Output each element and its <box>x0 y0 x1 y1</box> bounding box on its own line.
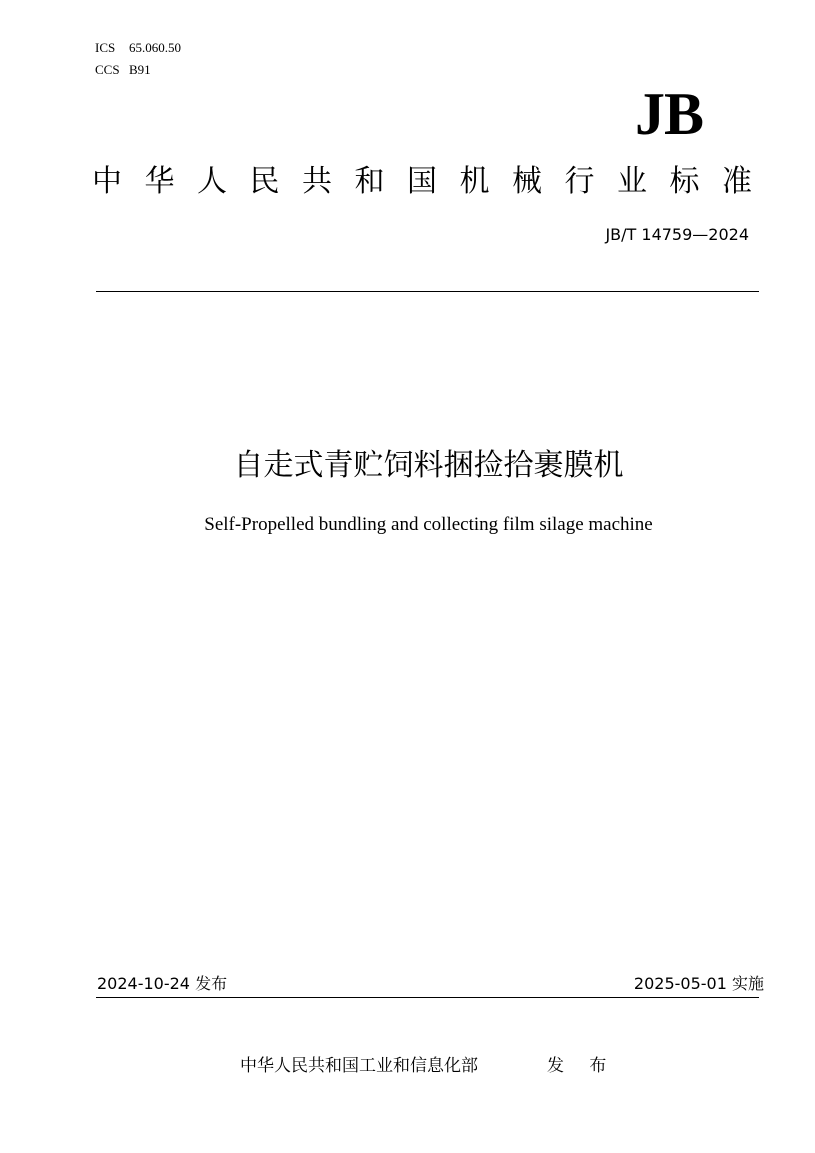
category-char: 共 <box>302 164 332 199</box>
standard-number: JB/T 14759—2024 <box>605 225 749 244</box>
implementation-date-value: 2025-05-01 <box>633 974 727 993</box>
ccs-code: B91 <box>129 62 151 77</box>
document-title-english: Self-Propelled bundling and collecting film silage machine <box>204 514 653 535</box>
ccs-label: CCS <box>95 62 120 77</box>
category-char: 中 <box>92 164 122 199</box>
publisher-name: 中华人民共和国工业和信息化部 <box>240 1056 478 1076</box>
category-char: 准 <box>722 164 752 199</box>
category-char: 人 <box>197 164 227 199</box>
release-date-value: 2024-10-24 <box>97 974 190 993</box>
release-label: 发布 <box>195 974 228 993</box>
category-char: 械 <box>512 164 542 199</box>
ics-label: ICS <box>95 40 116 55</box>
category-char: 民 <box>249 164 280 199</box>
bottom-divider <box>96 997 759 998</box>
jb-logo: JB <box>634 81 703 147</box>
category-char: 行 <box>564 164 595 199</box>
standard-category-title <box>92 156 752 200</box>
implementation-label: 实施 <box>731 974 764 993</box>
category-char: 标 <box>669 164 700 199</box>
ics-code: 65.060.50 <box>129 40 181 55</box>
category-char: 机 <box>459 164 490 199</box>
category-char: 和 <box>354 164 385 199</box>
category-char: 华 <box>144 164 175 199</box>
category-char: 国 <box>407 164 437 199</box>
ccs-line <box>95 62 151 78</box>
document-title-chinese: 自走式青贮饲料捆捡拾裹膜机 <box>233 448 624 483</box>
category-char: 业 <box>617 164 647 199</box>
top-divider <box>96 291 759 292</box>
implementation-date <box>634 973 764 995</box>
release-date <box>97 973 227 995</box>
ics-line <box>95 40 181 56</box>
publish-label: 发 布 <box>547 1056 617 1076</box>
